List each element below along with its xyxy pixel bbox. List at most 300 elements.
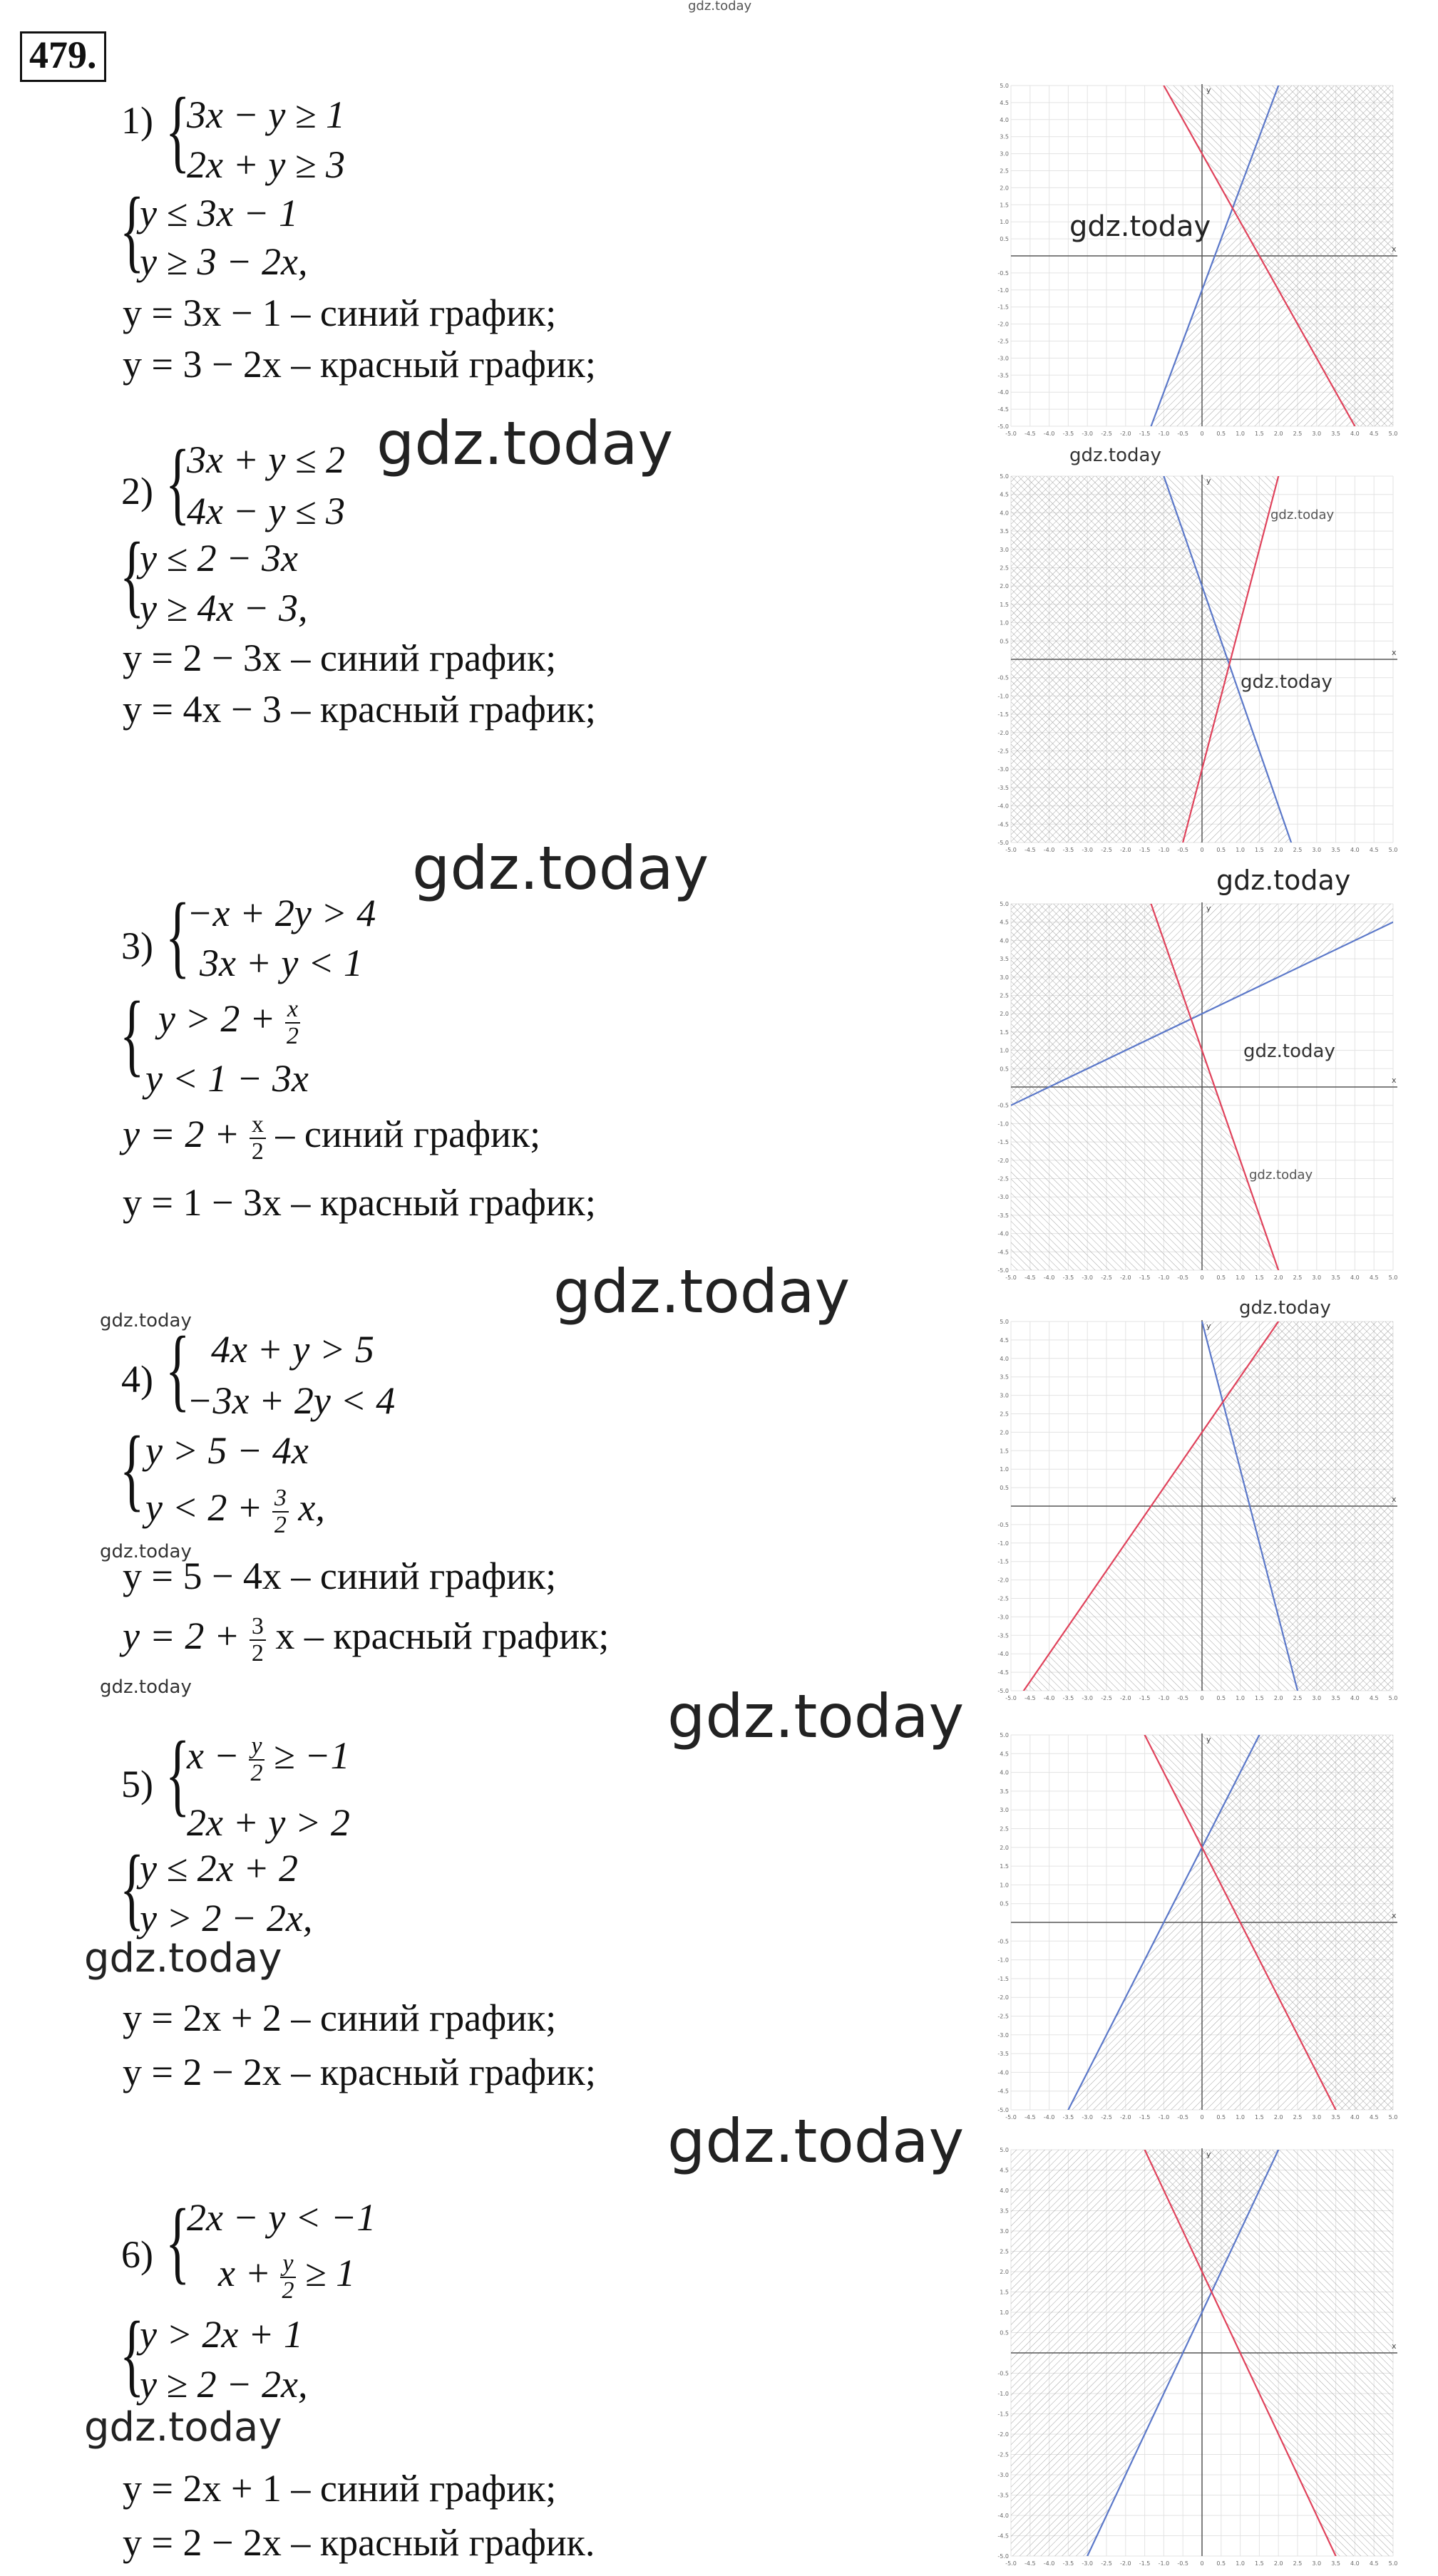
x-tick-label: 5.0 bbox=[1388, 2560, 1398, 2567]
x-tick-label: -5.0 bbox=[1005, 2560, 1017, 2567]
x-tick-label: 2.5 bbox=[1293, 431, 1303, 437]
x-tick-label: 4.0 bbox=[1350, 2560, 1360, 2567]
x-tick-label: -4.0 bbox=[1043, 1695, 1055, 1701]
x-tick-label: 1.5 bbox=[1255, 2114, 1264, 2121]
fraction-numerator: x bbox=[250, 1112, 266, 1139]
x-tick-label: -2.5 bbox=[1101, 2114, 1112, 2121]
fraction-denominator: 2 bbox=[250, 1759, 263, 1786]
x-tick-label: 3.0 bbox=[1312, 1274, 1322, 1281]
x-tick-label: 4.0 bbox=[1350, 847, 1360, 853]
fraction-denominator: 2 bbox=[251, 1138, 264, 1165]
y-tick-label: 3.5 bbox=[1000, 956, 1009, 963]
x-tick-label: 1.5 bbox=[1255, 1274, 1264, 1281]
fraction bbox=[280, 2251, 295, 2303]
graph-svg bbox=[992, 472, 1400, 857]
graph-2 bbox=[992, 472, 1400, 857]
y-tick-label: -1.5 bbox=[997, 711, 1009, 718]
y-tick-label: 3.0 bbox=[1000, 974, 1009, 981]
y-tick-label: 1.0 bbox=[1000, 1047, 1009, 1054]
y-tick-label: 4.0 bbox=[1000, 1355, 1009, 1362]
line-desc bbox=[123, 1112, 540, 1164]
watermark: gdz.today bbox=[84, 2404, 282, 2451]
y-tick-label: -4.5 bbox=[997, 1669, 1009, 1676]
x-tick-label: -2.5 bbox=[1101, 431, 1112, 437]
y-tick-label: -1.0 bbox=[997, 1957, 1009, 1964]
x-tick-label: -0.5 bbox=[1177, 2114, 1189, 2121]
y-tick-label: 0.5 bbox=[1000, 1485, 1009, 1492]
x-tick-label: -3.5 bbox=[1062, 2560, 1074, 2567]
x-tick-label: 2.0 bbox=[1273, 2560, 1283, 2567]
y-tick-label: 1.5 bbox=[1000, 1448, 1009, 1455]
y-tick-label: 3.0 bbox=[1000, 1392, 1009, 1399]
y-tick-label: 2.0 bbox=[1000, 1844, 1009, 1851]
x-tick-label: -1.0 bbox=[1158, 2560, 1170, 2567]
x-tick-label: 5.0 bbox=[1388, 1274, 1398, 1281]
solved-ineq: y ≤ 2x + 2 bbox=[140, 1847, 299, 1890]
y-tick-label: -2.5 bbox=[997, 338, 1009, 345]
y-tick-label: 5.0 bbox=[1000, 83, 1009, 89]
x-tick-label: 1.5 bbox=[1255, 2560, 1264, 2567]
x-tick-label: 4.0 bbox=[1350, 431, 1360, 437]
y-tick-label: -4.5 bbox=[997, 406, 1009, 413]
graph-svg bbox=[992, 2145, 1400, 2570]
x-tick-label: -1.0 bbox=[1158, 431, 1170, 437]
fraction-numerator: 3 bbox=[250, 1614, 266, 1641]
x-tick-label: -2.0 bbox=[1119, 1695, 1131, 1701]
y-tick-label: 1.5 bbox=[1000, 2289, 1009, 2296]
x-tick-label: -3.0 bbox=[1082, 431, 1094, 437]
x-tick-label: 5.0 bbox=[1388, 431, 1398, 437]
y-tick-label: 3.0 bbox=[1000, 1807, 1009, 1814]
y-tick-label: 4.0 bbox=[1000, 116, 1009, 123]
system-brace: { bbox=[120, 983, 145, 1086]
x-tick-label: 0 bbox=[1200, 431, 1204, 437]
solved-ineq-text: y < 2 + bbox=[145, 1486, 263, 1530]
y-tick-label: -3.5 bbox=[997, 372, 1009, 379]
x-tick-label: 3.5 bbox=[1331, 1695, 1340, 1701]
x-axis-label: x bbox=[1392, 1911, 1397, 1920]
y-tick-label: 2.0 bbox=[1000, 1429, 1009, 1436]
line-color-desc: – синий график; bbox=[275, 1113, 541, 1156]
y-tick-label: -1.0 bbox=[997, 287, 1009, 294]
y-tick-label: 3.5 bbox=[1000, 1374, 1009, 1381]
y-tick-label: 1.0 bbox=[1000, 1466, 1009, 1473]
x-tick-label: 4.5 bbox=[1369, 2560, 1379, 2567]
system-brace: { bbox=[165, 885, 190, 987]
y-tick-label: -4.0 bbox=[997, 389, 1009, 396]
system-ineq: 2x − y < −1 bbox=[187, 2196, 376, 2239]
x-tick-label: -4.0 bbox=[1043, 2560, 1055, 2567]
y-tick-label: -1.5 bbox=[997, 1558, 1009, 1565]
y-tick-label: -5.0 bbox=[997, 1267, 1009, 1274]
x-tick-label: 0 bbox=[1200, 1695, 1204, 1701]
x-tick-label: 2.0 bbox=[1273, 2114, 1283, 2121]
y-tick-label: 3.0 bbox=[1000, 546, 1009, 553]
y-tick-label: 5.0 bbox=[1000, 473, 1009, 480]
x-tick-label: 1.5 bbox=[1255, 1695, 1264, 1701]
solved-ineq: y ≤ 3x − 1 bbox=[140, 192, 299, 235]
line-desc: y = 2 − 3x – синий график; bbox=[123, 637, 557, 679]
fraction-numerator: 3 bbox=[272, 1485, 289, 1513]
y-tick-label: -1.0 bbox=[997, 2391, 1009, 2397]
y-tick-label: -0.5 bbox=[997, 1521, 1009, 1528]
x-tick-label: 3.5 bbox=[1331, 2114, 1340, 2121]
system-ineq-text: x − bbox=[187, 1734, 240, 1778]
y-tick-label: 4.5 bbox=[1000, 919, 1009, 926]
y-tick-label: -5.0 bbox=[997, 1688, 1009, 1694]
x-tick-label: 2.0 bbox=[1273, 1695, 1283, 1701]
y-tick-label: 2.5 bbox=[1000, 2248, 1009, 2255]
line-eq: y = 2 + bbox=[123, 1614, 240, 1658]
y-tick-label: 0.5 bbox=[1000, 2329, 1009, 2337]
graph-svg bbox=[992, 900, 1400, 1284]
y-tick-label: -3.5 bbox=[997, 1632, 1009, 1639]
x-tick-label: -2.5 bbox=[1101, 847, 1112, 853]
y-tick-label: -3.0 bbox=[997, 2472, 1009, 2478]
system-brace: { bbox=[120, 1837, 145, 1939]
y-tick-label: -2.5 bbox=[997, 1595, 1009, 1602]
system-brace: { bbox=[120, 2303, 145, 2406]
y-axis-label: y bbox=[1206, 476, 1211, 485]
watermark: gdz.today bbox=[1069, 445, 1161, 466]
line-desc bbox=[123, 1614, 609, 1666]
x-axis-label: x bbox=[1392, 1076, 1397, 1085]
line-desc: y = 1 − 3x – красный график; bbox=[123, 1181, 596, 1224]
x-tick-label: 2.5 bbox=[1293, 1695, 1303, 1701]
y-tick-label: 2.5 bbox=[1000, 565, 1009, 572]
x-tick-label: -2.5 bbox=[1101, 1695, 1112, 1701]
x-tick-label: 3.5 bbox=[1331, 2560, 1340, 2567]
x-axis-label: x bbox=[1392, 2341, 1397, 2351]
y-tick-label: 1.0 bbox=[1000, 2309, 1009, 2316]
system-brace: { bbox=[120, 1418, 145, 1520]
x-tick-label: 1.0 bbox=[1236, 2560, 1245, 2567]
graph-svg bbox=[992, 81, 1400, 441]
problem-1-label: 1) bbox=[121, 99, 153, 142]
x-tick-label: -5.0 bbox=[1005, 847, 1017, 853]
x-tick-label: -3.0 bbox=[1082, 1695, 1094, 1701]
solved-ineq: y ≥ 2 − 2x, bbox=[140, 2363, 308, 2406]
watermark: gdz.today bbox=[100, 1541, 192, 1562]
system-ineq: 4x + y > 5 bbox=[211, 1328, 374, 1371]
y-tick-label: -3.0 bbox=[997, 1614, 1009, 1621]
graph-svg bbox=[992, 1731, 1400, 2124]
problem-2-label: 2) bbox=[121, 470, 153, 512]
y-tick-label: -4.5 bbox=[997, 2533, 1009, 2540]
line-desc: y = 2 − 2x – красный график; bbox=[123, 2051, 596, 2093]
y-tick-label: 2.5 bbox=[1000, 1825, 1009, 1833]
watermark: gdz.today bbox=[1243, 1041, 1335, 1062]
y-tick-label: 4.5 bbox=[1000, 491, 1009, 498]
x-tick-label: -1.5 bbox=[1139, 1695, 1151, 1701]
y-tick-label: -4.5 bbox=[997, 2088, 1009, 2095]
y-tick-label: 0.5 bbox=[1000, 1066, 1009, 1073]
x-tick-label: 0 bbox=[1200, 847, 1204, 853]
x-tick-label: 3.0 bbox=[1312, 847, 1322, 853]
y-tick-label: -1.5 bbox=[997, 1975, 1009, 1982]
y-tick-label: 1.5 bbox=[1000, 202, 1009, 209]
fraction-denominator: 2 bbox=[251, 1639, 264, 1666]
line-desc: y = 2x + 2 – синий график; bbox=[123, 1997, 557, 2039]
y-axis-label: y bbox=[1206, 1322, 1211, 1331]
solved-ineq: y ≤ 2 − 3x bbox=[140, 537, 299, 579]
y-tick-label: -0.5 bbox=[997, 2370, 1009, 2377]
fraction-numerator: x bbox=[285, 996, 300, 1024]
y-tick-label: -2.0 bbox=[997, 1157, 1009, 1164]
y-tick-label: 4.5 bbox=[1000, 1336, 1009, 1344]
y-axis-label: y bbox=[1206, 1735, 1211, 1744]
watermark: gdz.today bbox=[1216, 865, 1351, 896]
watermark: gdz.today bbox=[553, 1257, 851, 1326]
y-tick-label: 0.5 bbox=[1000, 638, 1009, 645]
x-tick-label: 2.0 bbox=[1273, 847, 1283, 853]
x-tick-label: -3.5 bbox=[1062, 1695, 1074, 1701]
x-tick-label: 3.0 bbox=[1312, 431, 1322, 437]
system-ineq bbox=[218, 2251, 355, 2303]
y-tick-label: -2.0 bbox=[997, 1577, 1009, 1584]
problem-6-label: 6) bbox=[121, 2233, 153, 2276]
x-tick-label: 3.0 bbox=[1312, 2114, 1322, 2121]
fraction-denominator: 2 bbox=[274, 1511, 287, 1538]
watermark: gdz.today bbox=[667, 2106, 965, 2176]
y-tick-label: 1.5 bbox=[1000, 601, 1009, 608]
x-tick-label: -3.0 bbox=[1082, 2560, 1094, 2567]
line-desc: y = 2 − 2x – красный график. bbox=[123, 2521, 595, 2564]
x-tick-label: -2.0 bbox=[1119, 1274, 1131, 1281]
solved-ineq: y ≥ 3 − 2x, bbox=[140, 240, 308, 283]
y-tick-label: -4.0 bbox=[997, 1230, 1009, 1237]
y-tick-label: 0.5 bbox=[1000, 236, 1009, 243]
watermark: gdz.today bbox=[376, 408, 674, 478]
x-tick-label: 1.5 bbox=[1255, 431, 1264, 437]
y-tick-label: -1.5 bbox=[997, 2411, 1009, 2418]
system-brace: { bbox=[165, 431, 190, 534]
fraction bbox=[285, 996, 300, 1049]
x-tick-label: 1.0 bbox=[1236, 431, 1245, 437]
x-tick-label: 0.5 bbox=[1216, 2560, 1226, 2567]
y-tick-label: 4.0 bbox=[1000, 510, 1009, 517]
x-tick-label: -2.0 bbox=[1119, 2560, 1131, 2567]
x-tick-label: 1.0 bbox=[1236, 847, 1245, 853]
x-tick-label: -1.5 bbox=[1139, 431, 1151, 437]
y-tick-label: 3.0 bbox=[1000, 150, 1009, 158]
system-brace: { bbox=[165, 2190, 190, 2293]
y-tick-label: 1.0 bbox=[1000, 619, 1009, 627]
x-tick-label: -2.0 bbox=[1119, 847, 1131, 853]
y-tick-label: 4.0 bbox=[1000, 1769, 1009, 1776]
x-tick-label: 0.5 bbox=[1216, 431, 1226, 437]
y-tick-label: 0.5 bbox=[1000, 1900, 1009, 1907]
y-tick-label: -3.0 bbox=[997, 2031, 1009, 2039]
y-tick-label: 5.0 bbox=[1000, 901, 1009, 907]
y-tick-label: -2.5 bbox=[997, 2451, 1009, 2458]
x-tick-label: 0 bbox=[1200, 1274, 1204, 1281]
x-tick-label: 3.5 bbox=[1331, 431, 1340, 437]
x-tick-label: -4.5 bbox=[1024, 431, 1036, 437]
y-tick-label: 1.5 bbox=[1000, 1029, 1009, 1036]
x-tick-label: 0.5 bbox=[1216, 1695, 1226, 1701]
graph-5 bbox=[992, 1731, 1400, 2124]
y-axis-label: y bbox=[1206, 2150, 1211, 2159]
y-tick-label: -2.0 bbox=[997, 1994, 1009, 2001]
x-tick-label: -4.0 bbox=[1043, 847, 1055, 853]
line-desc: y = 4x − 3 – красный график; bbox=[123, 688, 596, 731]
graph-6 bbox=[992, 2145, 1400, 2570]
y-tick-label: -5.0 bbox=[997, 840, 1009, 846]
x-tick-label: -2.0 bbox=[1119, 2114, 1131, 2121]
x-tick-label: -1.0 bbox=[1158, 1695, 1170, 1701]
x-tick-label: 4.5 bbox=[1369, 431, 1379, 437]
x-tick-label: -4.5 bbox=[1024, 1274, 1036, 1281]
x-tick-label: -0.5 bbox=[1177, 1274, 1189, 1281]
y-axis-label: y bbox=[1206, 904, 1211, 913]
problem-5-label: 5) bbox=[121, 1763, 153, 1805]
y-tick-label: 2.5 bbox=[1000, 1411, 1009, 1418]
watermark: gdz.today bbox=[1241, 671, 1332, 693]
x-tick-label: -3.5 bbox=[1062, 2114, 1074, 2121]
x-tick-label: 4.5 bbox=[1369, 2114, 1379, 2121]
y-tick-label: -3.5 bbox=[997, 1212, 1009, 1219]
x-tick-label: 2.0 bbox=[1273, 431, 1283, 437]
y-tick-label: 5.0 bbox=[1000, 2147, 1009, 2153]
fraction-numerator: y bbox=[249, 1733, 264, 1761]
x-tick-label: 4.0 bbox=[1350, 2114, 1360, 2121]
system-brace: { bbox=[120, 524, 145, 627]
y-tick-label: -2.0 bbox=[997, 321, 1009, 328]
watermark: gdz.today bbox=[1249, 1168, 1313, 1183]
y-tick-label: -4.0 bbox=[997, 1651, 1009, 1658]
x-tick-label: 1.5 bbox=[1255, 847, 1264, 853]
y-tick-label: -2.5 bbox=[997, 1175, 1009, 1183]
x-tick-label: -4.5 bbox=[1024, 2114, 1036, 2121]
y-tick-label: -3.5 bbox=[997, 784, 1009, 791]
system-brace: { bbox=[165, 1723, 190, 1825]
y-tick-label: 5.0 bbox=[1000, 1732, 1009, 1738]
system-brace: { bbox=[165, 1318, 190, 1421]
watermark: gdz.today bbox=[412, 833, 709, 903]
solved-ineq-text: x, bbox=[298, 1486, 325, 1530]
x-tick-label: -3.0 bbox=[1082, 1274, 1094, 1281]
x-tick-label: -3.5 bbox=[1062, 1274, 1074, 1281]
graph-svg bbox=[992, 1317, 1400, 1705]
watermark: gdz.today bbox=[100, 1310, 192, 1331]
y-tick-label: -1.0 bbox=[997, 1120, 1009, 1128]
solved-ineq: y > 2 − 2x, bbox=[140, 1897, 313, 1939]
x-tick-label: -0.5 bbox=[1177, 1695, 1189, 1701]
x-tick-label: 1.0 bbox=[1236, 1695, 1245, 1701]
graph-3 bbox=[992, 900, 1400, 1284]
line-desc: y = 3x − 1 – синий график; bbox=[123, 292, 557, 334]
x-tick-label: 0.5 bbox=[1216, 2114, 1226, 2121]
system-brace: { bbox=[120, 179, 145, 282]
system-ineq-text: x + bbox=[218, 2252, 271, 2295]
problem-number: 479. bbox=[20, 31, 106, 82]
system-ineq-text: ≥ −1 bbox=[274, 1734, 350, 1778]
x-tick-label: 2.5 bbox=[1293, 2114, 1303, 2121]
x-tick-label: 0.5 bbox=[1216, 1274, 1226, 1281]
y-tick-label: 1.5 bbox=[1000, 1863, 1009, 1870]
x-tick-label: -5.0 bbox=[1005, 1274, 1017, 1281]
graph-1 bbox=[992, 81, 1400, 441]
y-tick-label: 2.5 bbox=[1000, 168, 1009, 175]
x-tick-label: 1.0 bbox=[1236, 2114, 1245, 2121]
y-tick-label: -4.5 bbox=[997, 1249, 1009, 1256]
y-tick-label: 5.0 bbox=[1000, 1319, 1009, 1325]
x-tick-label: -4.5 bbox=[1024, 847, 1036, 853]
line-eq: y = 2 + bbox=[123, 1113, 240, 1156]
line-desc: y = 2x + 1 – синий график; bbox=[123, 2467, 557, 2510]
x-axis-label: x bbox=[1392, 244, 1397, 254]
y-tick-label: 3.5 bbox=[1000, 133, 1009, 140]
y-tick-label: -2.5 bbox=[997, 748, 1009, 755]
system-ineq: 3x + y ≤ 2 bbox=[187, 438, 346, 481]
y-tick-label: 4.5 bbox=[1000, 1751, 1009, 1758]
x-tick-label: 3.5 bbox=[1331, 1274, 1340, 1281]
system-ineq: −3x + 2y < 4 bbox=[187, 1379, 396, 1422]
y-tick-label: 2.0 bbox=[1000, 2269, 1009, 2275]
x-tick-label: -2.5 bbox=[1101, 2560, 1112, 2567]
y-tick-label: 1.0 bbox=[1000, 1882, 1009, 1889]
watermark: gdz.today bbox=[1239, 1297, 1331, 1319]
solved-ineq: y < 1 − 3x bbox=[145, 1057, 309, 1100]
line-color-desc: x – красный график; bbox=[275, 1614, 610, 1658]
x-tick-label: 3.0 bbox=[1312, 2560, 1322, 2567]
line-desc: y = 3 − 2x – красный график; bbox=[123, 343, 596, 386]
x-tick-label: -0.5 bbox=[1177, 2560, 1189, 2567]
y-tick-label: 4.0 bbox=[1000, 2188, 1009, 2194]
x-tick-label: 2.5 bbox=[1293, 847, 1303, 853]
y-tick-label: -2.0 bbox=[997, 729, 1009, 736]
fraction-denominator: 2 bbox=[282, 2277, 294, 2304]
x-tick-label: -5.0 bbox=[1005, 2114, 1017, 2121]
y-tick-label: -2.5 bbox=[997, 2013, 1009, 2020]
x-tick-label: 3.0 bbox=[1312, 1695, 1322, 1701]
y-tick-label: -3.0 bbox=[997, 766, 1009, 773]
x-tick-label: 4.5 bbox=[1369, 1695, 1379, 1701]
watermark: gdz.today bbox=[667, 1681, 965, 1751]
system-brace: { bbox=[165, 79, 190, 182]
system-ineq bbox=[187, 1733, 350, 1786]
y-tick-label: -4.0 bbox=[997, 2069, 1009, 2076]
y-tick-label: -0.5 bbox=[997, 269, 1009, 277]
x-tick-label: 0 bbox=[1200, 2114, 1204, 2121]
system-ineq: 2x + y > 2 bbox=[187, 1801, 350, 1844]
x-tick-label: -1.5 bbox=[1139, 1274, 1151, 1281]
y-tick-label: -1.0 bbox=[997, 1540, 1009, 1547]
x-tick-label: 4.5 bbox=[1369, 847, 1379, 853]
y-tick-label: -3.0 bbox=[997, 1194, 1009, 1201]
fraction-denominator: 2 bbox=[286, 1022, 299, 1049]
solved-ineq: y > 5 − 4x bbox=[145, 1429, 309, 1472]
y-tick-label: 2.0 bbox=[1000, 185, 1009, 192]
x-tick-label: 5.0 bbox=[1388, 847, 1398, 853]
system-ineq: 3x − y ≥ 1 bbox=[187, 93, 346, 136]
x-tick-label: 5.0 bbox=[1388, 1695, 1398, 1701]
x-tick-label: -5.0 bbox=[1005, 431, 1017, 437]
x-tick-label: -3.5 bbox=[1062, 847, 1074, 853]
problem-3-label: 3) bbox=[121, 924, 153, 967]
line-desc: y = 5 − 4x – синий график; bbox=[123, 1555, 557, 1597]
x-tick-label: -3.0 bbox=[1082, 2114, 1094, 2121]
x-tick-label: -5.0 bbox=[1005, 1695, 1017, 1701]
x-tick-label: 0 bbox=[1200, 2560, 1204, 2567]
x-tick-label: -1.5 bbox=[1139, 2560, 1151, 2567]
top-watermark: gdz.today bbox=[688, 0, 752, 14]
x-tick-label: -1.0 bbox=[1158, 2114, 1170, 2121]
fraction bbox=[249, 1733, 264, 1786]
x-tick-label: 4.0 bbox=[1350, 1695, 1360, 1701]
x-tick-label: -3.5 bbox=[1062, 431, 1074, 437]
